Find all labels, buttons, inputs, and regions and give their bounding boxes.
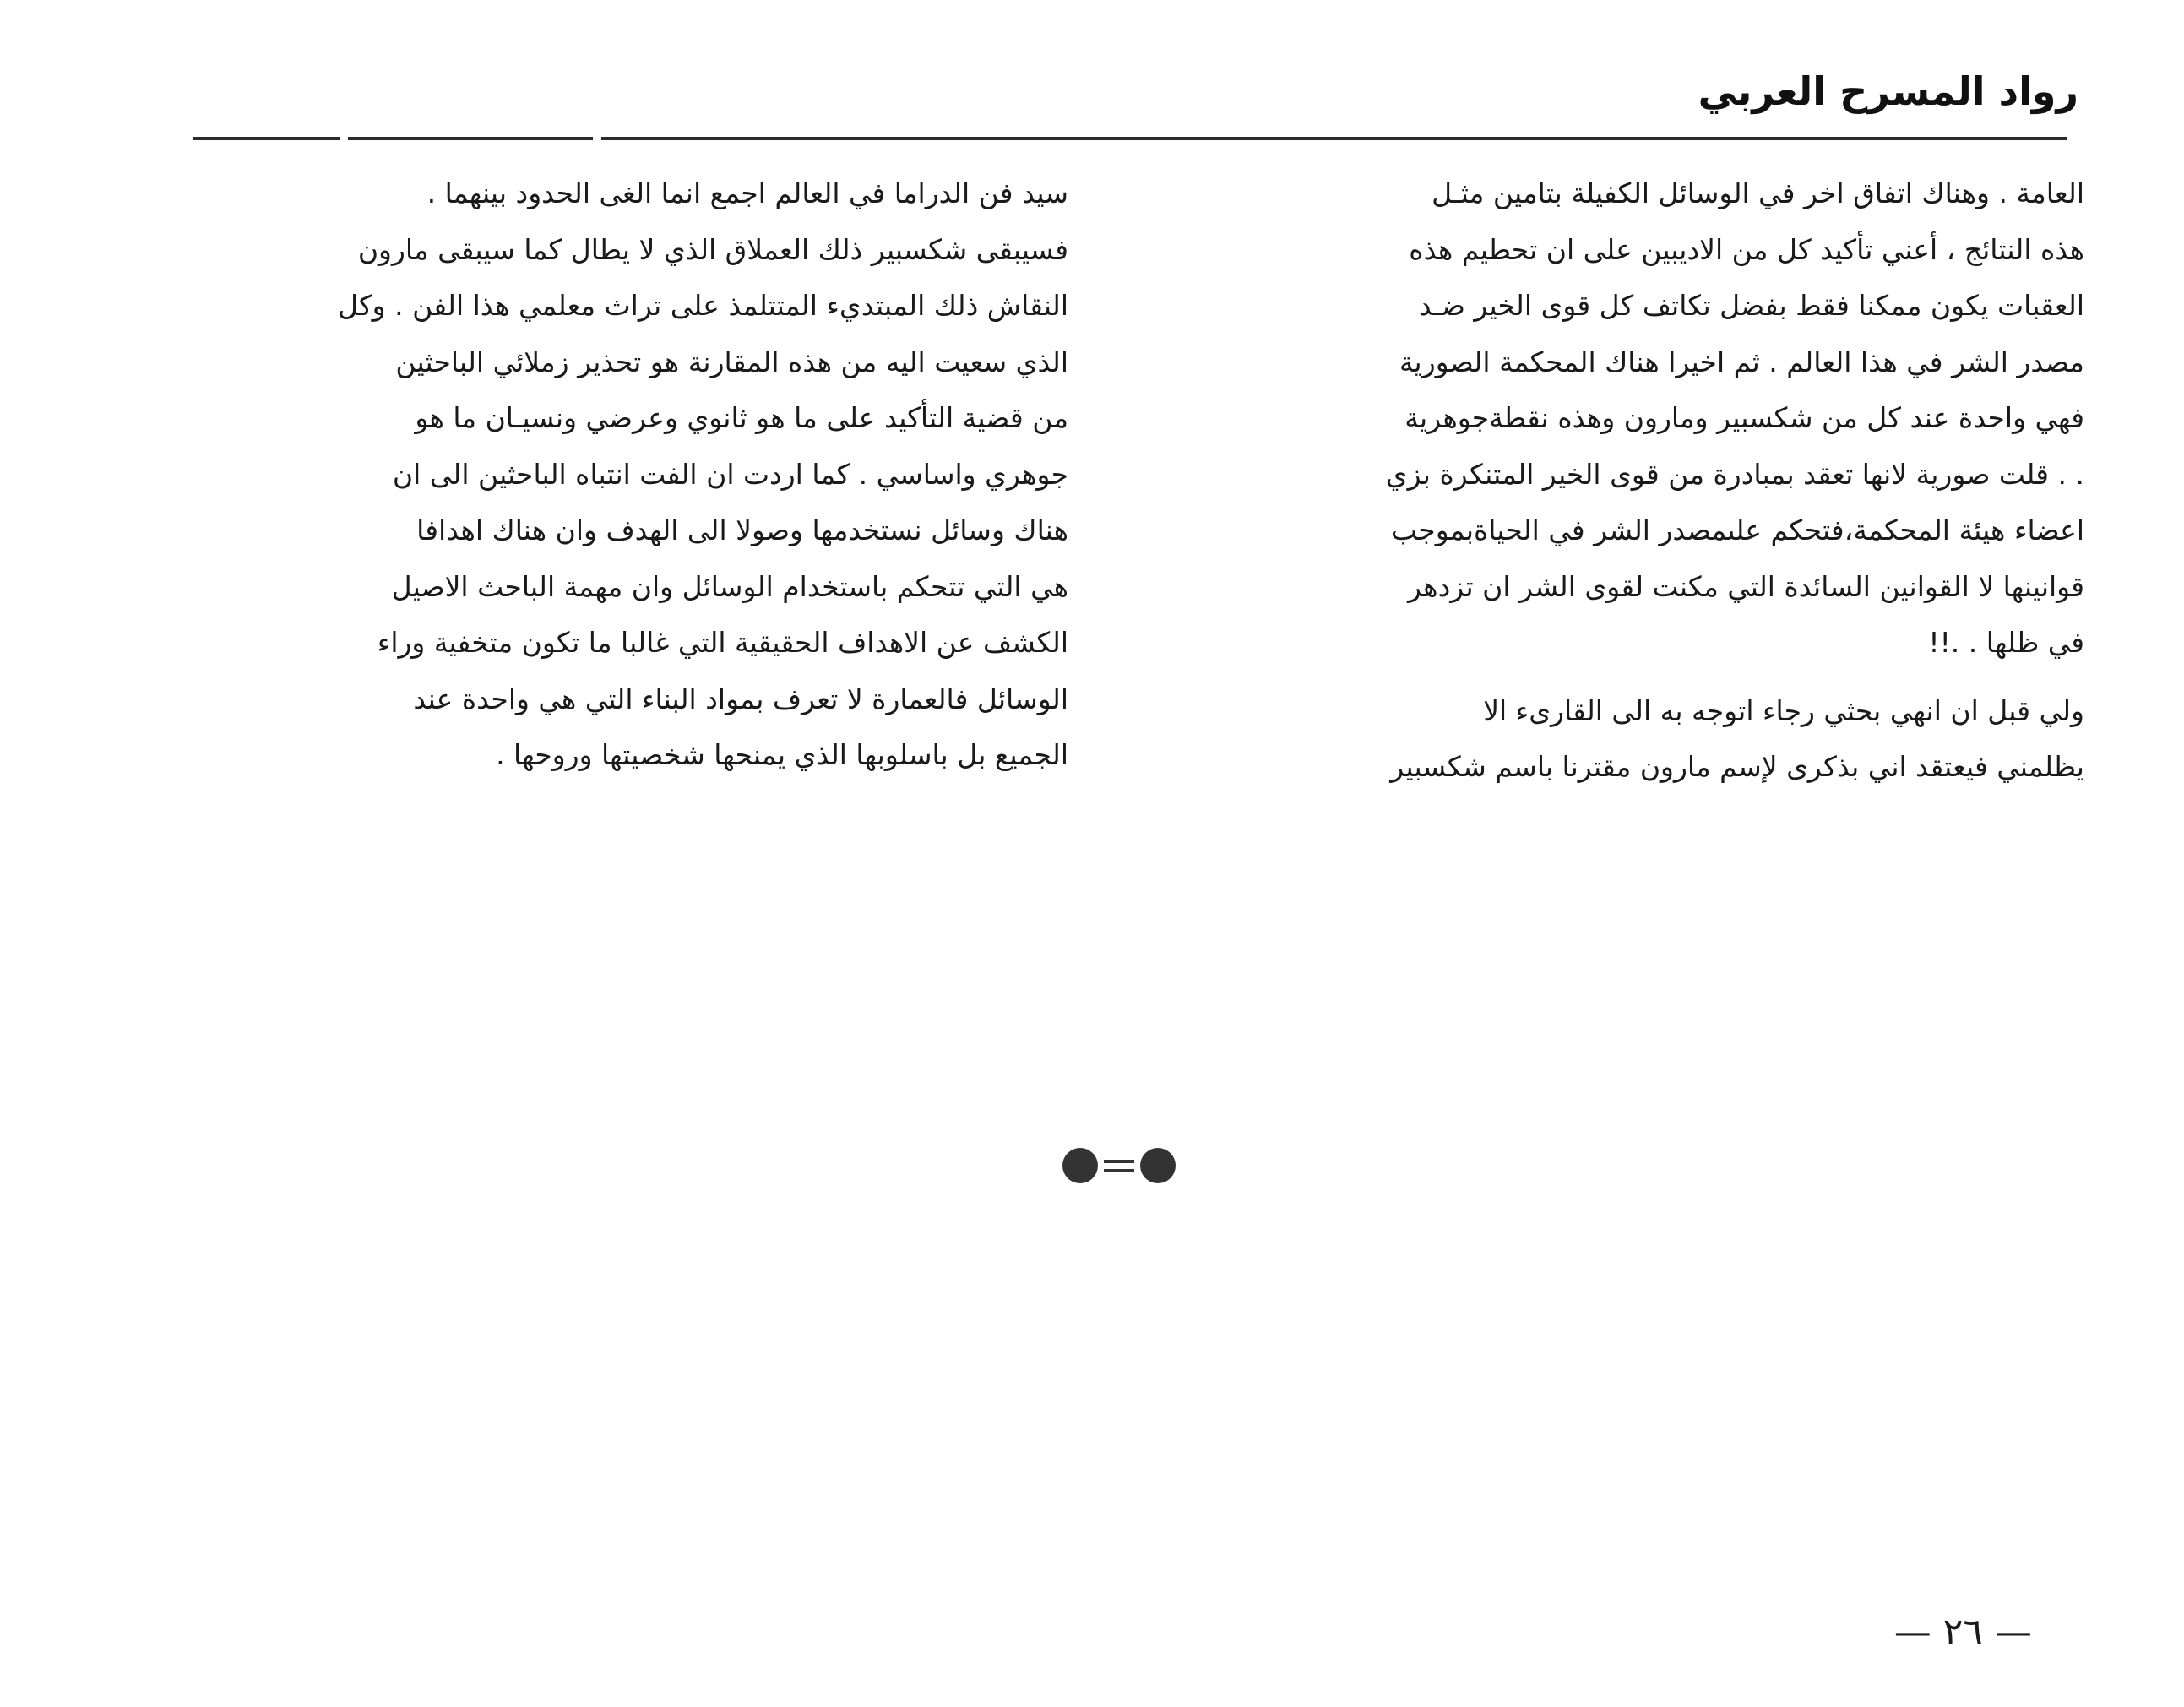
text-line: فسيبقى شكسبير ذلك العملاق الذي لا يطال كما سيبقى مارون	[357, 232, 1068, 266]
text-line: العامة . وهناك اتفاق اخر في الوسائل الكفيلة بتامين مثـل	[1432, 177, 2084, 209]
text-line: يظلمني فيعتقد اني بذكرى لإسم مارون مقترنا باسم شكسبير	[1390, 750, 2084, 783]
text-line: هذه النتائج ، أعني تأكيد كل من الاديبين على ان تحطيم هذه	[1409, 232, 2084, 266]
text-line: اعضاء هيئة المحكمة،فتحكم علىمصدر الشر في الحياةبموجب	[1390, 514, 2084, 546]
page-number: — ٢٦ —	[1893, 1611, 2032, 1654]
text-line: الجميع بل باسلوبها الذي يمنحها شخصيتها وروحها .	[496, 738, 1068, 771]
text-line: الكشف عن الاهداف الحقيقية التي غالبا ما تكون متخفية وراء	[377, 626, 1068, 659]
header-rule-segment	[348, 137, 593, 140]
running-header-title: رواد المسرح العربي	[1698, 68, 2078, 114]
left-text-column	[152, 166, 1068, 784]
text-line: هناك وسائل نستخدمها وصولا الى الهدف وان هناك اهدافا	[416, 514, 1068, 546]
text-line: فهي واحدة عند كل من شكسبير ومارون وهذه نقطةجوهرية	[1404, 401, 2084, 434]
header-rule-segment	[601, 137, 2067, 140]
text-line: الذي سعيت اليه من هذه المقارنة هو تحذير زملائي الباحثين	[395, 345, 1068, 378]
text-line: سيد فن الدراما في العالم اجمع انما الغى الحدود بينهما .	[426, 177, 1068, 209]
text-line: العقبات يكون ممكنا فقط بفضل تكاتف كل قوى الخير ضـد	[1418, 289, 2084, 322]
header-rule-segment	[193, 137, 340, 140]
paragraph-gap	[1157, 671, 2084, 683]
text-line: الوسائل فالعمارة لا تعرف بمواد البناء التي هي واحدة عند	[413, 682, 1068, 715]
text-line: قوانينها لا القوانين السائدة التي مكنت لقوى الشر ان تزدهر	[1407, 569, 2084, 603]
text-line: النقاش ذلك المبتديء المتتلمذ على تراث معلمي هذا الفن . وكل	[337, 289, 1068, 322]
two-dots-equals-ornament-icon	[1060, 1144, 1178, 1187]
text-line: من قضية التأكيد على ما هو ثانوي وعرضي ونسيـان ما هو	[415, 401, 1068, 434]
text-line: ولي قبل ان انهي بحثي رجاء اتوجه به الى القارىء الا	[1483, 693, 2084, 727]
text-line: هي التي تتحكم باستخدام الوسائل وان مهمة الباحث الاصيل	[391, 569, 1068, 603]
text-line: . . قلت صورية لانها تعقد بمبادرة من قوى الخير المتنكرة بزي	[1385, 457, 2084, 491]
right-text-column	[1157, 166, 2084, 796]
text-line: جوهري واساسي . كما اردت ان الفت انتباه الباحثين الى ان	[392, 457, 1068, 491]
text-line: مصدر الشر في هذا العالم . ثم اخيرا هناك المحكمة الصورية	[1399, 345, 2084, 378]
text-line: في ظلها . .!!	[1928, 626, 2084, 659]
